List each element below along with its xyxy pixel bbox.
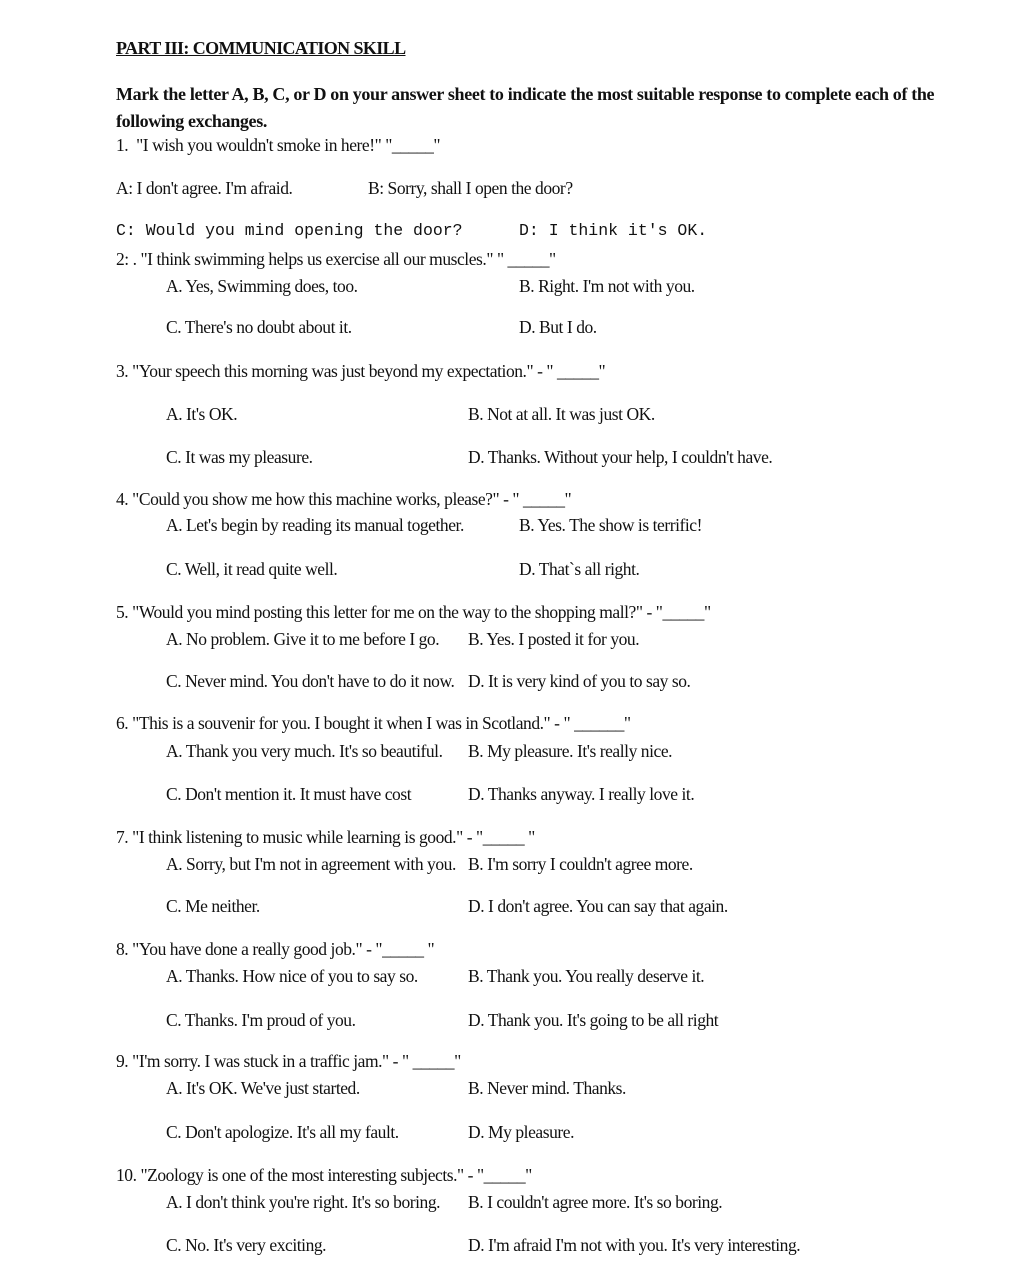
question-stem-10: 10. "Zoology is one of the most interesting subjects." - "_____" [116, 1165, 532, 1185]
option-a-5: A. No problem. Give it to me before I go. [166, 629, 440, 649]
option-d-8: D. Thank you. It's going to be all right [468, 1010, 719, 1030]
question-stem-7: 7. "I think listening to music while learning is good." - "_____ " [116, 827, 535, 847]
question-stem-9: 9. "I'm sorry. I was stuck in a traffic jam." - " _____" [116, 1051, 461, 1071]
question-stem-5: 5. "Would you mind posting this letter for me on the way to the shopping mall?" - "_____" [116, 602, 711, 622]
option-a-3: A. It's OK. [166, 404, 238, 424]
option-c-8: C. Thanks. I'm proud of you. [166, 1010, 356, 1030]
option-d-10: D. I'm afraid I'm not with you. It's very interesting. [468, 1235, 801, 1255]
option-d-5: D. It is very kind of you to say so. [468, 671, 691, 691]
option-c-3: C. It was my pleasure. [166, 447, 313, 467]
option-d-9: D. My pleasure. [468, 1122, 575, 1142]
option-a-4: A. Let's begin by reading its manual together. [166, 515, 464, 535]
option-b-8: B. Thank you. You really deserve it. [468, 966, 705, 986]
option-c-5: C. Never mind. You don't have to do it now. [166, 671, 455, 691]
option-d-3: D. Thanks. Without your help, I couldn't have. [468, 447, 773, 467]
option-a-7: A. Sorry, but I'm not in agreement with you. [166, 854, 456, 874]
option-b-3: B. Not at all. It was just OK. [468, 404, 655, 424]
option-d-7: D. I don't agree. You can say that again. [468, 896, 728, 916]
question-stem-4: 4. "Could you show me how this machine works, please?" - " _____" [116, 489, 572, 509]
question-stem-6: 6. "This is a souvenir for you. I bought it when I was in Scotland." - " ______" [116, 713, 631, 733]
option-b-7: B. I'm sorry I couldn't agree more. [468, 854, 693, 874]
option-a-10: A. I don't think you're right. It's so boring. [166, 1192, 441, 1212]
option-b-10: B. I couldn't agree more. It's so boring. [468, 1192, 723, 1212]
question-stem-1: 1. "I wish you wouldn't smoke in here!" "_____" [116, 135, 441, 155]
option-d-6: D. Thanks anyway. I really love it. [468, 784, 695, 804]
option-d-1: D: I think it's OK. [519, 221, 708, 240]
option-b-2: B. Right. I'm not with you. [519, 276, 695, 296]
option-b-9: B. Never mind. Thanks. [468, 1078, 626, 1098]
option-b-4: B. Yes. The show is terrific! [519, 515, 703, 535]
question-stem-2: 2: . "I think swimming helps us exercise all our muscles." " _____" [116, 249, 556, 269]
option-a-6: A. Thank you very much. It's so beautiful. [166, 741, 443, 761]
option-b-1: B: Sorry, shall I open the door? [368, 178, 573, 198]
option-a-1: A: I don't agree. I'm afraid. [116, 178, 293, 198]
option-c-2: C. There's no doubt about it. [166, 317, 352, 337]
option-c-4: C. Well, it read quite well. [166, 559, 338, 579]
question-stem-8: 8. "You have done a really good job." - "_____ " [116, 939, 435, 959]
option-b-6: B. My pleasure. It's really nice. [468, 741, 673, 761]
section-title: PART III: COMMUNICATION SKILL [116, 38, 406, 58]
option-d-4: D. That`s all right. [519, 559, 640, 579]
option-a-9: A. It's OK. We've just started. [166, 1078, 360, 1098]
option-c-9: C. Don't apologize. It's all my fault. [166, 1122, 399, 1142]
option-c-6: C. Don't mention it. It must have cost [166, 784, 412, 804]
option-c-7: C. Me neither. [166, 896, 260, 916]
option-a-2: A. Yes, Swimming does, too. [166, 276, 358, 296]
option-c-10: C. No. It's very exciting. [166, 1235, 327, 1255]
option-c-1: C: Would you mind opening the door? [116, 221, 463, 240]
option-b-5: B. Yes. I posted it for you. [468, 629, 640, 649]
question-stem-3: 3. "Your speech this morning was just beyond my expectation." - " _____" [116, 361, 606, 381]
option-a-8: A. Thanks. How nice of you to say so. [166, 966, 418, 986]
option-d-2: D. But I do. [519, 317, 597, 337]
instructions: Mark the letter A, B, C, or D on your answer sheet to indicate the most suitable response to complete each of the following exchanges. [116, 84, 935, 131]
